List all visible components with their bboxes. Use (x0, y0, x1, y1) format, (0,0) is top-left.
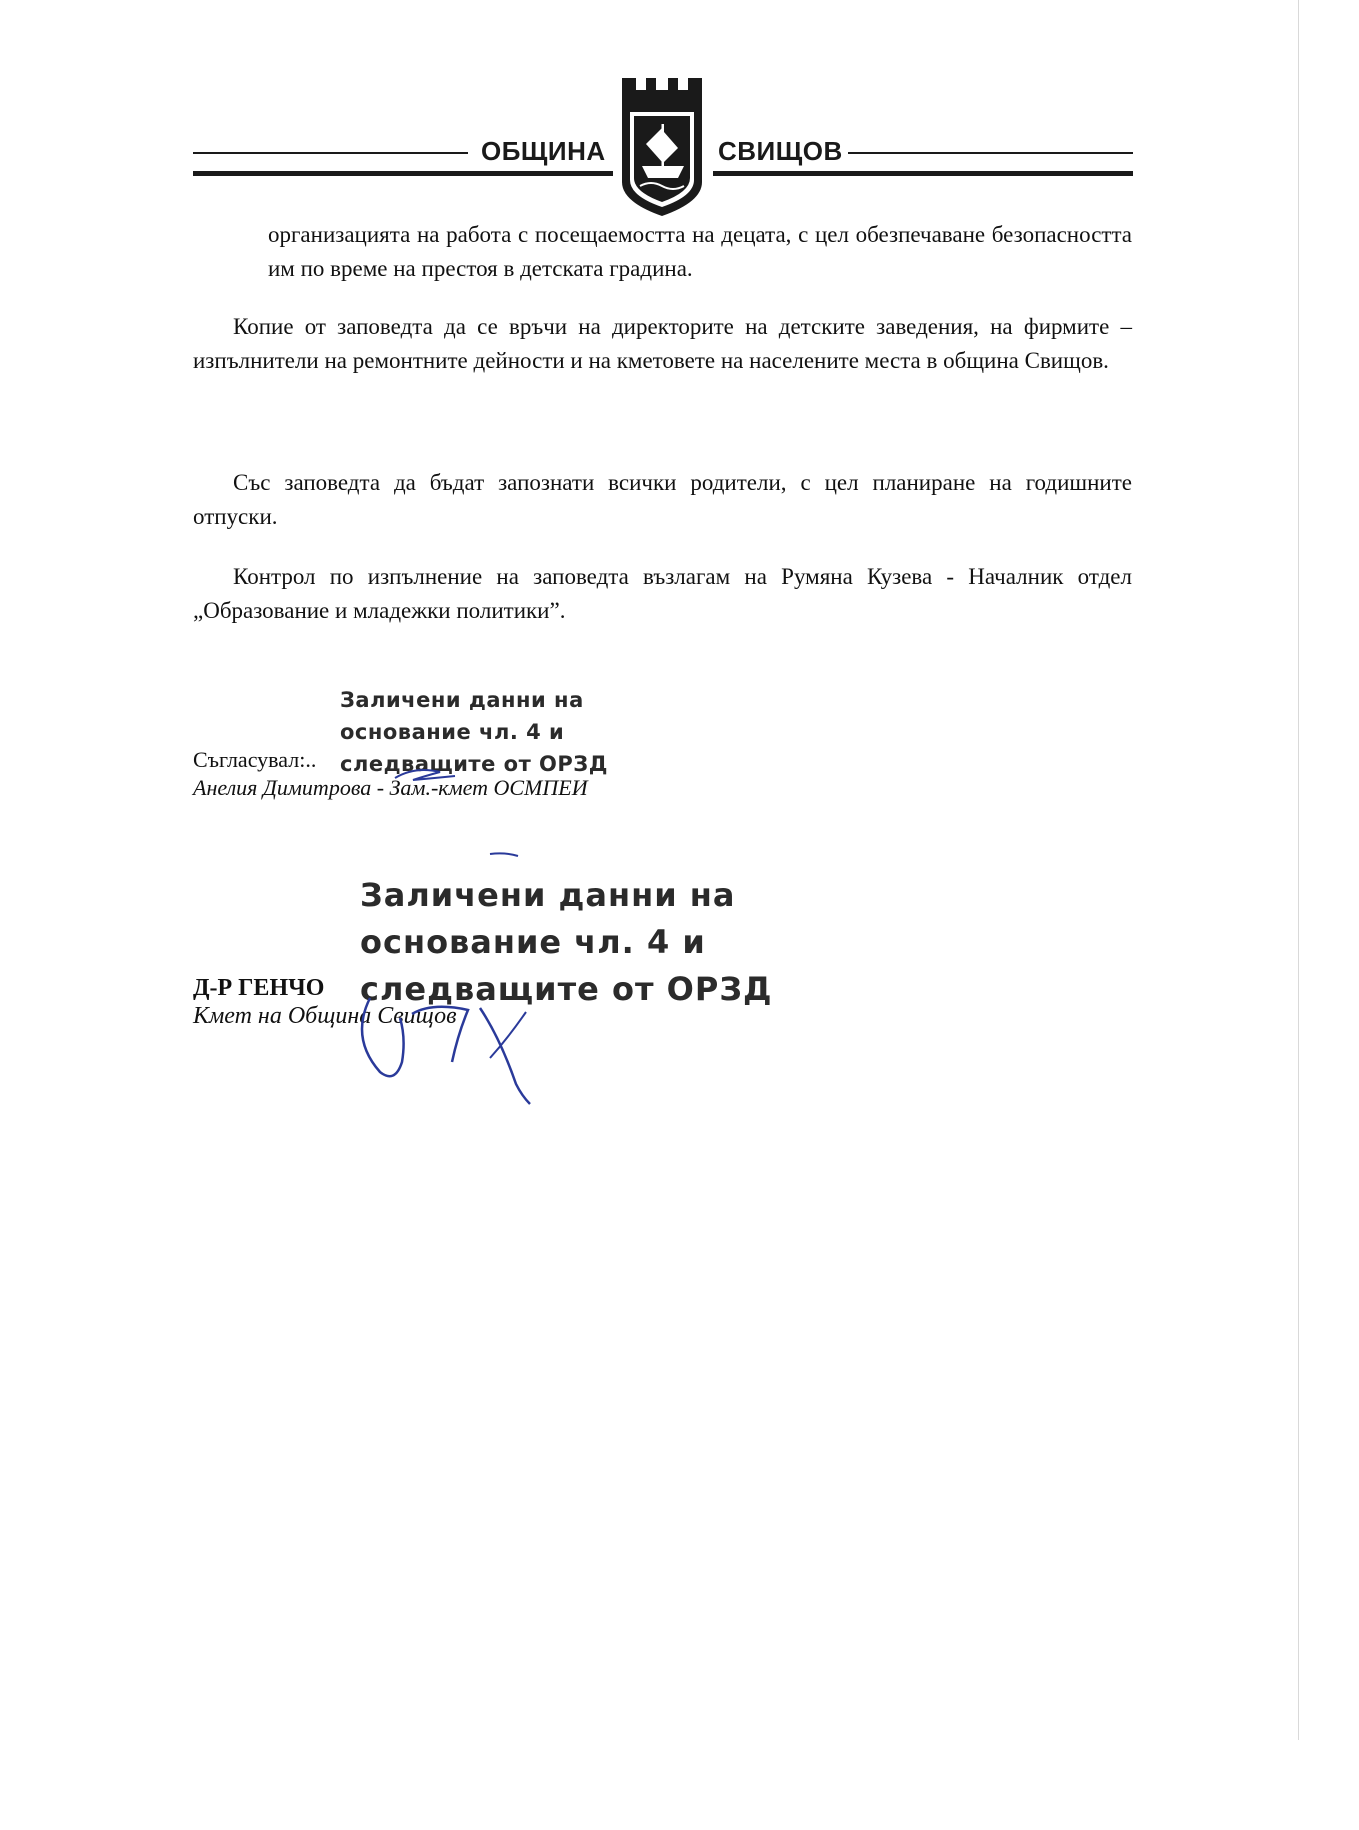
header-word-left: ОБЩИНА (481, 136, 606, 166)
header-rule-right-thin (848, 152, 1133, 154)
approval-signature-icon (385, 758, 485, 788)
paragraph-parents: Със заповедта да бъдат запознати всички родители, с цел планиране на годишните отпуски. (193, 470, 1132, 529)
redaction-line: следващите от ОРЗД (340, 752, 608, 776)
header-word-right: СВИЩОВ (718, 136, 843, 166)
redaction-line: основание чл. 4 и (340, 720, 565, 744)
municipality-crest-icon (616, 74, 708, 219)
paragraph-organization: организацията на работа с посещаемостта на децата, с цел обезпечаване безопасността им по време на престоя в детската градина. (268, 222, 1132, 281)
header-rule-right-thick (713, 171, 1133, 176)
header-rule-left-thick (193, 171, 613, 176)
mayor-title: Кмет на Община Свищов (193, 1003, 457, 1029)
approval-label: Съгласувал:.. (193, 747, 317, 772)
paragraph-copies: Копие от заповедта да се връчи на директорите на детските заведения, на фирмите – изпълнители на ремонтните дейности и на кметовете на населените места в община Свищов. (193, 314, 1132, 373)
letterhead (193, 74, 1133, 224)
redaction-line: следващите от ОРЗД (360, 970, 773, 1008)
approval-name: Анелия Димитрова - Зам.-кмет ОСМПЕИ (193, 775, 588, 800)
paragraph-control: Контрол по изпълнение на заповедта възлагам на Румяна Кузева - Началник отдел „Образование и младежки политики”. (193, 564, 1132, 623)
redaction-line: Заличени данни на (340, 688, 584, 712)
scan-edge-line (1298, 0, 1299, 1740)
redaction-line: основание чл. 4 и (360, 923, 706, 961)
redaction-line: Заличени данни на (360, 876, 736, 914)
mayor-signature-icon (340, 848, 590, 1108)
header-rule-left-thin (193, 152, 468, 154)
mayor-name: Д-Р ГЕНЧО (193, 975, 325, 1001)
